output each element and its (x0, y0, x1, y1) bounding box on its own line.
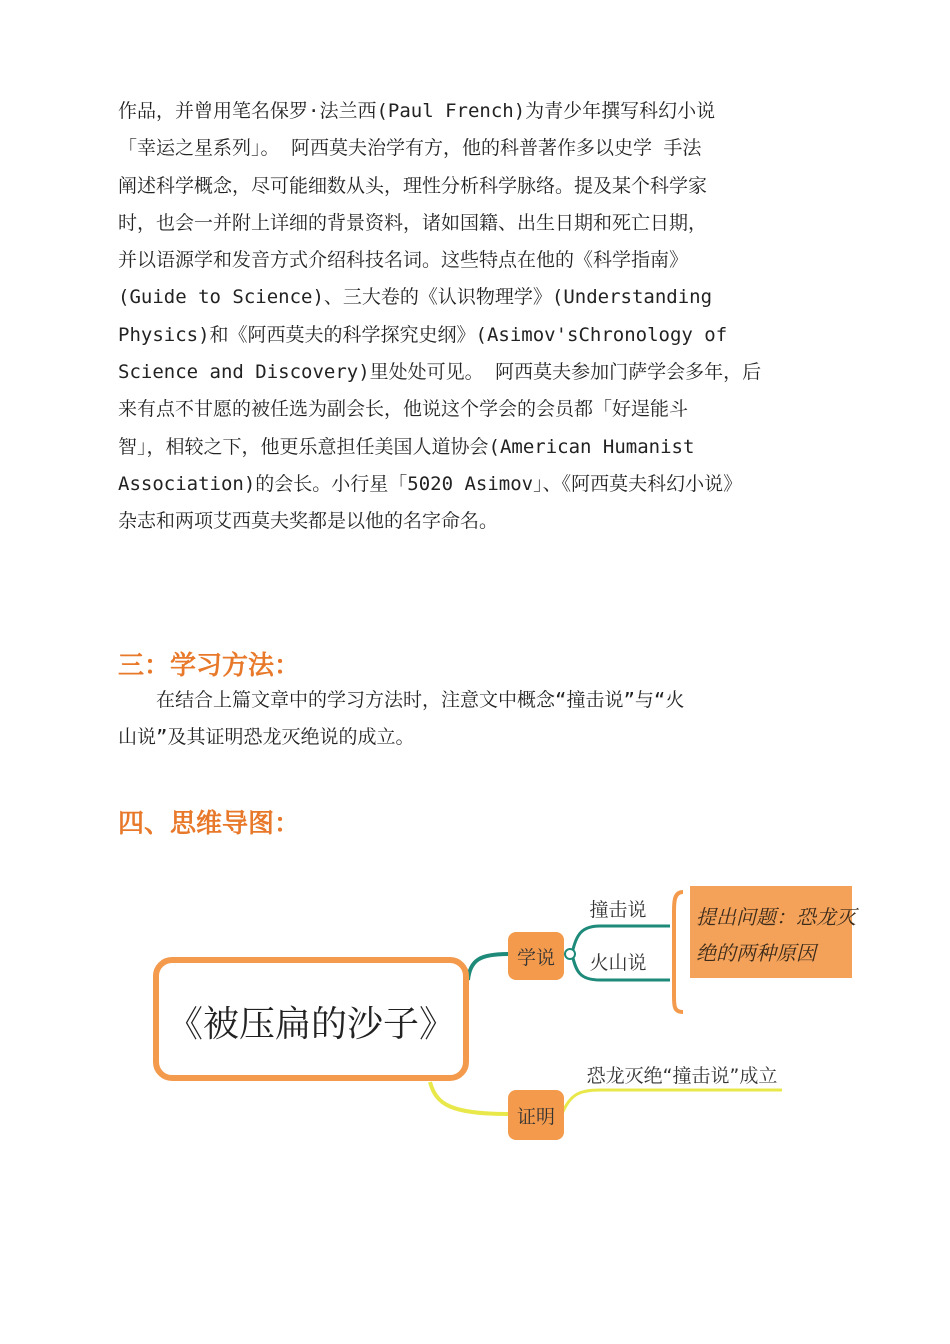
branch-theory-label: 学说 (516, 947, 556, 969)
text-line: 在结合上篇文章中的学习方法时，注意文中概念“撞击说”与“火 (118, 689, 685, 711)
leaf-impact-label: 撞击说 (589, 899, 647, 921)
text-line: 智」，相较之下，他更乐意担任美国人道协会(American Humanist (118, 435, 695, 458)
text-line: 时，也会一并附上详细的背景资料，诸如国籍、出生日期和死亡日期， (118, 211, 708, 234)
text-line: 阐述科学概念，尽可能细数从头，理性分析科学脉络。提及某个科学家 (118, 174, 708, 197)
intro-paragraph (118, 93, 830, 541)
text-line: Physics)和《阿西莫夫的科学探究史纲》(Asimov'sChronology of (118, 323, 728, 346)
text-line: 「幸运之星系列」。 阿西莫夫治学有方，他的科普著作多以史学 手法 (118, 137, 702, 160)
bracket (674, 892, 683, 1012)
section3-heading: 三：学习方法： (118, 651, 301, 681)
text-line: 并以语源学和发音方式介绍科技名词。这些特点在他的《科学指南》 (118, 249, 689, 272)
central-node-label: 《被压扁的沙子》 (166, 1004, 456, 1045)
text-line: 作品，并曾用笔名保罗·法兰西(Paul French)为青少年撰写科幻小说 (118, 100, 716, 122)
connector-theory (468, 954, 508, 980)
text-line: Association)的会长。小行星「5020 Asimov」、《阿西莫夫科幻小说》 (118, 472, 743, 495)
text-line: 山说”及其证明恐龙灭绝说的成立。 (118, 726, 415, 749)
proof-leaf-label: 恐龙灭绝“撞击说”成立 (586, 1065, 778, 1087)
section4-heading: 四、思维导图： (118, 809, 301, 839)
callout-line-1: 提出问题：恐龙灭 (696, 905, 856, 929)
connector-proof-leaf (562, 1090, 782, 1114)
connector-proof (430, 1082, 508, 1114)
text-line: (Guide to Science)、三大卷的《认识物理学》(Understanding (118, 286, 713, 309)
callout-line-2: 绝的两种原因 (696, 941, 816, 965)
text-line: 来有点不甘愿的被任选为副会长，他说这个学会的会员都「好逞能斗 (118, 398, 689, 421)
section3-paragraph (118, 682, 830, 757)
branch-proof-label: 证明 (516, 1106, 556, 1128)
leaf-volcano-label: 火山说 (589, 952, 647, 974)
mind-map (150, 868, 860, 1158)
connector-impact (572, 926, 670, 954)
text-line: Science and Discovery)里处处可见。 阿西莫夫参加门萨学会多年，后 (118, 361, 762, 384)
text-line: 杂志和两项艾西莫夫奖都是以他的名字命名。 (118, 510, 499, 533)
node-joint (565, 949, 575, 959)
